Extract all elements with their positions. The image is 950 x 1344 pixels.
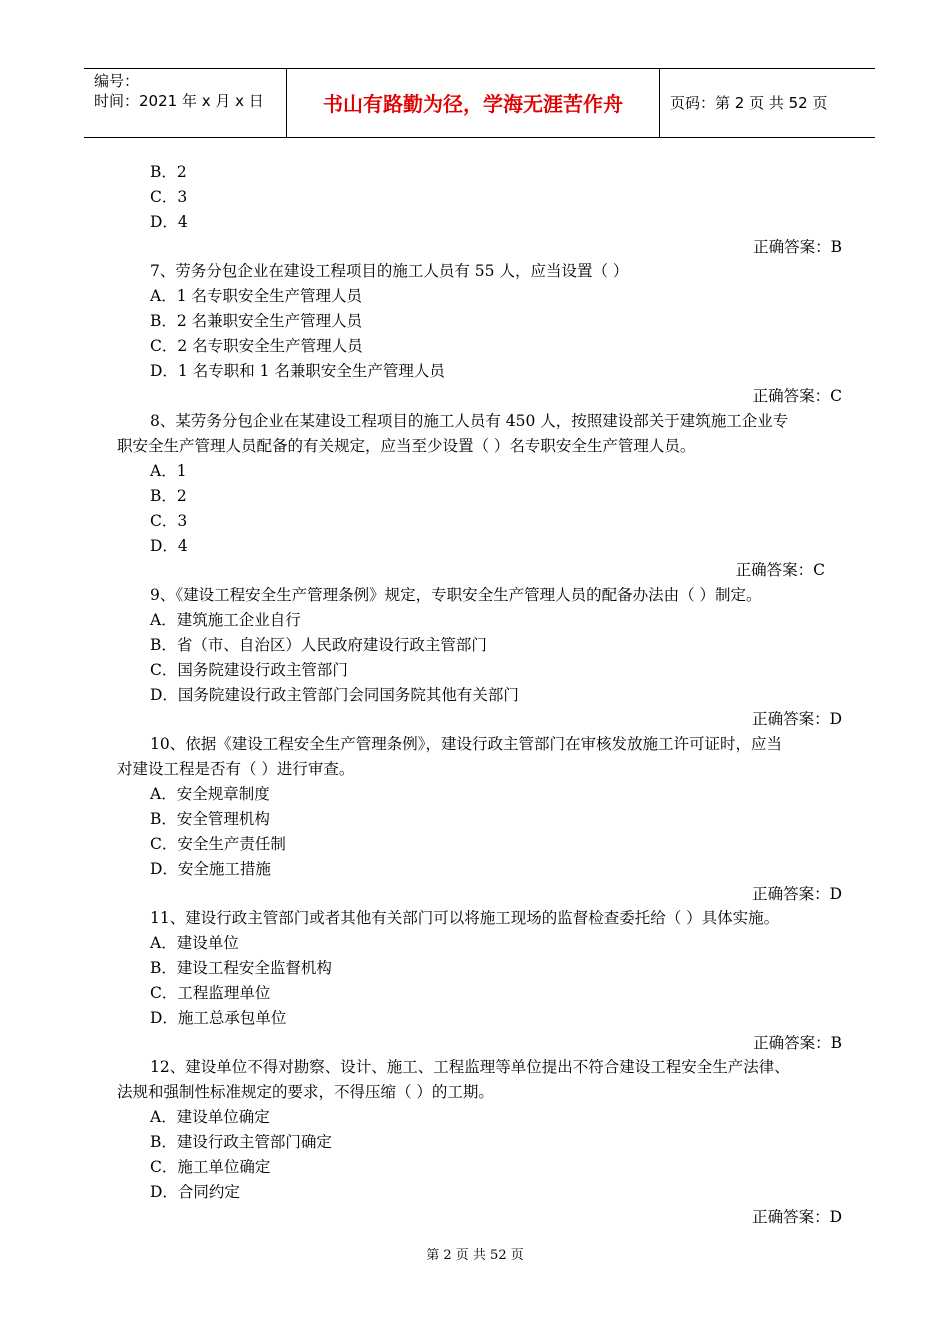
answer-line: 正确答案：D (752, 1208, 842, 1226)
answer-line: 正确答案：D (752, 885, 842, 903)
question-text-continued: 对建设工程是否有（ ）进行审查。 (117, 760, 355, 778)
page-header (84, 68, 875, 138)
question-text: 8、某劳务分包企业在某建设工程项目的施工人员有 450 人，按照建设部关于建筑施工企业专 (150, 412, 789, 430)
option-line: A．建设单位确定 (150, 1108, 270, 1126)
question-text-continued: 法规和强制性标准规定的要求，不得压缩（ ）的工期。 (117, 1083, 494, 1101)
header-page-cell (660, 69, 875, 137)
option-line: B．安全管理机构 (150, 810, 270, 828)
option-line: B．2 (150, 163, 187, 181)
answer-line: 正确答案：B (753, 238, 842, 256)
option-line: D．施工总承包单位 (150, 1009, 287, 1027)
option-line: B．建设行政主管部门确定 (150, 1133, 332, 1151)
question-text: 12、建设单位不得对勘察、设计、施工、工程监理等单位提出不符合建设工程安全生产法律、 (150, 1058, 790, 1076)
question-text: 10、依据《建设工程安全生产管理条例》，建设行政主管部门在审核发放施工许可证时，应当 (150, 735, 782, 753)
option-line: A．建筑施工企业自行 (150, 611, 301, 629)
option-line: A．1 (150, 462, 187, 480)
option-line: B．建设工程安全监督机构 (150, 959, 332, 977)
option-line: D．4 (150, 537, 188, 555)
header-meta-cell (84, 69, 286, 137)
option-line: C．施工单位确定 (150, 1158, 271, 1176)
option-line: D．国务院建设行政主管部门会同国务院其他有关部门 (150, 686, 519, 704)
option-line: A．安全规章制度 (150, 785, 270, 803)
option-line: C．3 (150, 188, 188, 206)
question-text: 7、劳务分包企业在建设工程项目的施工人员有 55 人，应当设置（ ） (150, 262, 629, 280)
option-line: B．省（市、自治区）人民政府建设行政主管部门 (150, 636, 487, 654)
option-line: B．2 名兼职安全生产管理人员 (150, 312, 363, 330)
question-text-continued: 职安全生产管理人员配备的有关规定，应当至少设置（ ）名专职安全生产管理人员。 (117, 437, 696, 455)
answer-line: 正确答案：C (752, 387, 842, 405)
header-motto: 书山有路勤为径，学海无涯苦作舟 (323, 92, 623, 116)
answer-line: 正确答案：D (752, 710, 842, 728)
header-page-number: 页码：第 2 页 共 52 页 (670, 94, 828, 112)
document-time: 时间：2021 年 x 月 x 日 (94, 92, 264, 110)
option-line: D．1 名专职和 1 名兼职安全生产管理人员 (150, 362, 445, 380)
option-line: C．安全生产责任制 (150, 835, 286, 853)
answer-line: 正确答案：B (753, 1034, 842, 1052)
header-motto-cell (286, 69, 660, 137)
answer-line: 正确答案：C (735, 561, 825, 579)
option-line: D．安全施工措施 (150, 860, 271, 878)
option-line: C．国务院建设行政主管部门 (150, 661, 348, 679)
option-line: A．建设单位 (150, 934, 239, 952)
option-line: A．1 名专职安全生产管理人员 (150, 287, 362, 305)
option-line: C．3 (150, 512, 188, 530)
option-line: B．2 (150, 487, 187, 505)
question-text: 11、建设行政主管部门或者其他有关部门可以将施工现场的监督检查委托给（ ）具体实施。 (150, 909, 780, 927)
option-line: C．2 名专职安全生产管理人员 (150, 337, 363, 355)
document-code: 编号： (94, 72, 140, 90)
option-line: D．4 (150, 213, 188, 231)
option-line: C．工程监理单位 (150, 984, 271, 1002)
option-line: D．合同约定 (150, 1183, 240, 1201)
question-text: 9、《建设工程安全生产管理条例》规定，专职安全生产管理人员的配备办法由（ ）制定。 (150, 586, 762, 604)
page-footer: 第 2 页 共 52 页 (426, 1248, 524, 1263)
